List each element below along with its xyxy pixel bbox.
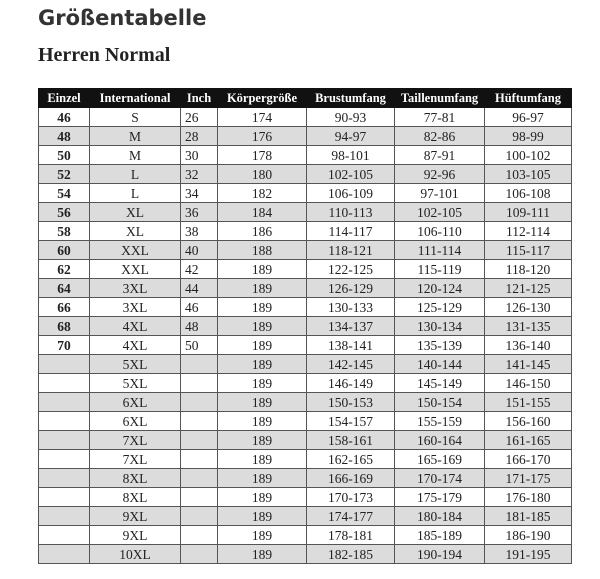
cell-hueftumfang: 98-99 [485, 127, 572, 146]
table-row [39, 222, 572, 241]
cell-koerpergroesse: 189 [218, 374, 307, 393]
cell-inch: 26 [181, 108, 218, 127]
cell-einzel [39, 431, 90, 450]
cell-hueftumfang: 118-120 [485, 260, 572, 279]
cell-inch: 32 [181, 165, 218, 184]
cell-koerpergroesse: 188 [218, 241, 307, 260]
cell-international: 8XL [90, 469, 181, 488]
table-row [39, 241, 572, 260]
cell-brustumfang: 174-177 [307, 507, 395, 526]
cell-koerpergroesse: 189 [218, 526, 307, 545]
section-title: Herren Normal [38, 44, 171, 66]
cell-taillenumfang: 82-86 [395, 127, 485, 146]
cell-brustumfang: 154-157 [307, 412, 395, 431]
cell-brustumfang: 126-129 [307, 279, 395, 298]
cell-hueftumfang: 151-155 [485, 393, 572, 412]
cell-koerpergroesse: 184 [218, 203, 307, 222]
cell-brustumfang: 166-169 [307, 469, 395, 488]
cell-international: 5XL [90, 355, 181, 374]
cell-international: 9XL [90, 526, 181, 545]
cell-inch: 40 [181, 241, 218, 260]
table-row [39, 412, 572, 431]
cell-einzel [39, 393, 90, 412]
cell-taillenumfang: 155-159 [395, 412, 485, 431]
table-header [39, 89, 572, 108]
cell-inch [181, 526, 218, 545]
table-row [39, 393, 572, 412]
cell-hueftumfang: 176-180 [485, 488, 572, 507]
table-row [39, 165, 572, 184]
cell-taillenumfang: 165-169 [395, 450, 485, 469]
table-row [39, 526, 572, 545]
cell-hueftumfang: 161-165 [485, 431, 572, 450]
cell-inch: 42 [181, 260, 218, 279]
cell-inch: 38 [181, 222, 218, 241]
cell-koerpergroesse: 189 [218, 336, 307, 355]
cell-koerpergroesse: 189 [218, 298, 307, 317]
cell-koerpergroesse: 186 [218, 222, 307, 241]
cell-taillenumfang: 97-101 [395, 184, 485, 203]
cell-einzel: 46 [39, 108, 90, 127]
cell-hueftumfang: 121-125 [485, 279, 572, 298]
cell-inch [181, 545, 218, 564]
cell-koerpergroesse: 176 [218, 127, 307, 146]
cell-inch: 48 [181, 317, 218, 336]
cell-koerpergroesse: 189 [218, 393, 307, 412]
cell-hueftumfang: 126-130 [485, 298, 572, 317]
cell-einzel: 64 [39, 279, 90, 298]
cell-brustumfang: 122-125 [307, 260, 395, 279]
column-header-koerpergroesse: Körpergröße [218, 89, 307, 108]
cell-taillenumfang: 160-164 [395, 431, 485, 450]
cell-hueftumfang: 141-145 [485, 355, 572, 374]
cell-international: 3XL [90, 279, 181, 298]
cell-inch [181, 393, 218, 412]
cell-international: XL [90, 203, 181, 222]
cell-koerpergroesse: 178 [218, 146, 307, 165]
table-row [39, 507, 572, 526]
column-header-hueftumfang: Hüftumfang [485, 89, 572, 108]
cell-taillenumfang: 150-154 [395, 393, 485, 412]
cell-international: S [90, 108, 181, 127]
cell-koerpergroesse: 189 [218, 507, 307, 526]
cell-koerpergroesse: 189 [218, 279, 307, 298]
cell-taillenumfang: 135-139 [395, 336, 485, 355]
cell-brustumfang: 94-97 [307, 127, 395, 146]
cell-inch [181, 431, 218, 450]
cell-hueftumfang: 115-117 [485, 241, 572, 260]
cell-international: L [90, 184, 181, 203]
cell-koerpergroesse: 189 [218, 412, 307, 431]
cell-taillenumfang: 120-124 [395, 279, 485, 298]
table-row [39, 545, 572, 564]
cell-einzel: 60 [39, 241, 90, 260]
cell-international: 6XL [90, 412, 181, 431]
cell-inch [181, 507, 218, 526]
page-title: Größentabelle [38, 6, 207, 30]
cell-inch [181, 488, 218, 507]
table-row [39, 127, 572, 146]
cell-taillenumfang: 106-110 [395, 222, 485, 241]
table-row [39, 203, 572, 222]
cell-inch: 44 [181, 279, 218, 298]
cell-taillenumfang: 145-149 [395, 374, 485, 393]
cell-brustumfang: 170-173 [307, 488, 395, 507]
column-header-brustumfang: Brustumfang [307, 89, 395, 108]
column-header-international: International [90, 89, 181, 108]
cell-brustumfang: 138-141 [307, 336, 395, 355]
cell-hueftumfang: 109-111 [485, 203, 572, 222]
table-row [39, 374, 572, 393]
cell-hueftumfang: 191-195 [485, 545, 572, 564]
table-row [39, 317, 572, 336]
cell-taillenumfang: 92-96 [395, 165, 485, 184]
cell-brustumfang: 142-145 [307, 355, 395, 374]
table-body [39, 108, 572, 564]
cell-international: 10XL [90, 545, 181, 564]
cell-brustumfang: 114-117 [307, 222, 395, 241]
cell-einzel [39, 545, 90, 564]
cell-hueftumfang: 96-97 [485, 108, 572, 127]
cell-einzel [39, 412, 90, 431]
cell-international: XXL [90, 260, 181, 279]
cell-brustumfang: 102-105 [307, 165, 395, 184]
cell-taillenumfang: 180-184 [395, 507, 485, 526]
cell-koerpergroesse: 174 [218, 108, 307, 127]
cell-taillenumfang: 170-174 [395, 469, 485, 488]
cell-taillenumfang: 87-91 [395, 146, 485, 165]
cell-inch: 30 [181, 146, 218, 165]
cell-einzel [39, 374, 90, 393]
cell-einzel [39, 469, 90, 488]
cell-hueftumfang: 106-108 [485, 184, 572, 203]
cell-brustumfang: 90-93 [307, 108, 395, 127]
cell-koerpergroesse: 189 [218, 431, 307, 450]
table-row [39, 108, 572, 127]
cell-hueftumfang: 100-102 [485, 146, 572, 165]
table-row [39, 146, 572, 165]
cell-brustumfang: 178-181 [307, 526, 395, 545]
cell-inch [181, 355, 218, 374]
cell-hueftumfang: 186-190 [485, 526, 572, 545]
cell-taillenumfang: 115-119 [395, 260, 485, 279]
table-row [39, 184, 572, 203]
cell-einzel: 56 [39, 203, 90, 222]
cell-einzel: 50 [39, 146, 90, 165]
cell-international: XL [90, 222, 181, 241]
cell-einzel: 62 [39, 260, 90, 279]
cell-koerpergroesse: 189 [218, 488, 307, 507]
cell-brustumfang: 110-113 [307, 203, 395, 222]
cell-hueftumfang: 181-185 [485, 507, 572, 526]
cell-einzel: 66 [39, 298, 90, 317]
cell-koerpergroesse: 189 [218, 450, 307, 469]
column-header-taillenumfang: Taillenumfang [395, 89, 485, 108]
cell-einzel: 54 [39, 184, 90, 203]
cell-inch: 36 [181, 203, 218, 222]
cell-international: 5XL [90, 374, 181, 393]
cell-einzel: 68 [39, 317, 90, 336]
table-row [39, 336, 572, 355]
cell-taillenumfang: 190-194 [395, 545, 485, 564]
cell-einzel: 58 [39, 222, 90, 241]
cell-koerpergroesse: 189 [218, 317, 307, 336]
cell-koerpergroesse: 189 [218, 355, 307, 374]
cell-koerpergroesse: 180 [218, 165, 307, 184]
cell-international: 8XL [90, 488, 181, 507]
cell-inch: 46 [181, 298, 218, 317]
cell-koerpergroesse: 189 [218, 545, 307, 564]
cell-taillenumfang: 185-189 [395, 526, 485, 545]
cell-hueftumfang: 166-170 [485, 450, 572, 469]
table-row [39, 469, 572, 488]
cell-international: 7XL [90, 450, 181, 469]
table-row [39, 431, 572, 450]
cell-international: M [90, 146, 181, 165]
cell-hueftumfang: 156-160 [485, 412, 572, 431]
cell-brustumfang: 150-153 [307, 393, 395, 412]
cell-international: 9XL [90, 507, 181, 526]
cell-international: M [90, 127, 181, 146]
cell-international: L [90, 165, 181, 184]
cell-brustumfang: 118-121 [307, 241, 395, 260]
cell-taillenumfang: 140-144 [395, 355, 485, 374]
cell-einzel: 52 [39, 165, 90, 184]
cell-international: 4XL [90, 317, 181, 336]
cell-international: 6XL [90, 393, 181, 412]
cell-inch [181, 412, 218, 431]
column-header-inch: Inch [181, 89, 218, 108]
cell-hueftumfang: 103-105 [485, 165, 572, 184]
column-header-einzel: Einzel [39, 89, 90, 108]
cell-hueftumfang: 112-114 [485, 222, 572, 241]
cell-taillenumfang: 102-105 [395, 203, 485, 222]
cell-einzel: 48 [39, 127, 90, 146]
cell-inch: 34 [181, 184, 218, 203]
cell-einzel [39, 450, 90, 469]
cell-koerpergroesse: 189 [218, 260, 307, 279]
cell-einzel [39, 488, 90, 507]
cell-taillenumfang: 175-179 [395, 488, 485, 507]
cell-brustumfang: 106-109 [307, 184, 395, 203]
cell-international: XXL [90, 241, 181, 260]
cell-brustumfang: 182-185 [307, 545, 395, 564]
cell-brustumfang: 130-133 [307, 298, 395, 317]
cell-einzel [39, 507, 90, 526]
cell-hueftumfang: 146-150 [485, 374, 572, 393]
cell-hueftumfang: 171-175 [485, 469, 572, 488]
cell-brustumfang: 162-165 [307, 450, 395, 469]
table-row [39, 279, 572, 298]
table-row [39, 488, 572, 507]
cell-inch [181, 469, 218, 488]
table-row [39, 298, 572, 317]
cell-taillenumfang: 125-129 [395, 298, 485, 317]
cell-koerpergroesse: 189 [218, 469, 307, 488]
cell-inch: 50 [181, 336, 218, 355]
table-row [39, 355, 572, 374]
cell-taillenumfang: 111-114 [395, 241, 485, 260]
cell-international: 7XL [90, 431, 181, 450]
cell-international: 3XL [90, 298, 181, 317]
cell-einzel: 70 [39, 336, 90, 355]
cell-brustumfang: 146-149 [307, 374, 395, 393]
cell-brustumfang: 98-101 [307, 146, 395, 165]
size-table [38, 88, 572, 564]
table-header-row [39, 89, 572, 108]
cell-inch [181, 374, 218, 393]
cell-brustumfang: 134-137 [307, 317, 395, 336]
table-row [39, 260, 572, 279]
cell-koerpergroesse: 182 [218, 184, 307, 203]
cell-hueftumfang: 136-140 [485, 336, 572, 355]
cell-taillenumfang: 77-81 [395, 108, 485, 127]
cell-einzel [39, 355, 90, 374]
cell-einzel [39, 526, 90, 545]
cell-hueftumfang: 131-135 [485, 317, 572, 336]
cell-international: 4XL [90, 336, 181, 355]
cell-inch: 28 [181, 127, 218, 146]
cell-brustumfang: 158-161 [307, 431, 395, 450]
cell-inch [181, 450, 218, 469]
cell-taillenumfang: 130-134 [395, 317, 485, 336]
table-row [39, 450, 572, 469]
